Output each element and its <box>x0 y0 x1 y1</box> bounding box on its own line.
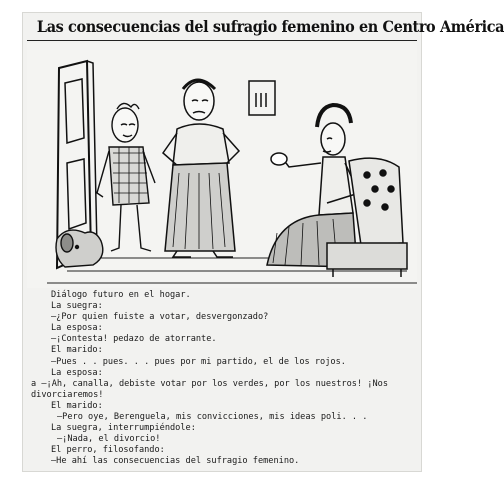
dialogue-line: —¡Nada, el divorcio! <box>57 434 161 445</box>
dialogue-line: Diálogo futuro en el hogar. <box>51 290 191 300</box>
dialogue-line: —Pues . . pues. . . pues por mi partido, el de los rojos. <box>51 356 346 367</box>
dialogue-text <box>31 290 417 468</box>
dialogue-line: a —¡Ah, canalla, debiste votar por los verdes, por los nuestros! ¡Nos <box>31 378 388 389</box>
dog-figure <box>56 230 103 267</box>
dialogue-line: El marido: <box>51 400 103 411</box>
headline-rule <box>27 40 417 41</box>
newspaper-page <box>22 12 504 472</box>
dialogue-line: —¡Contesta! pedazo de atorrante. <box>51 334 217 345</box>
dialogue-line: La suegra, interrumpiéndole: <box>51 423 196 434</box>
dialogue-line: —Pero oye, Berenguela, mis convicciones, mis ideas poli. . . <box>57 412 368 423</box>
dialogue-line: La esposa: <box>51 323 103 334</box>
dialogue-line: El perro, filosofando: <box>51 445 165 456</box>
dialogue-line: La suegra: <box>51 301 103 312</box>
cartoon-illustration <box>27 43 417 288</box>
dialogue-line: La esposa: <box>51 367 103 378</box>
dialogue-line: El marido: <box>51 345 103 356</box>
dialogue-line: —He ahí las consecuencias del sufragio femenino. <box>51 456 300 467</box>
dialogue-line: —¿Por quien fuiste a votar, desvergonzado? <box>51 312 269 323</box>
dialogue-line: divorciaremos! <box>31 389 104 400</box>
headline: Las consecuencias del sufragio femenino en Centro América <box>36 17 504 36</box>
